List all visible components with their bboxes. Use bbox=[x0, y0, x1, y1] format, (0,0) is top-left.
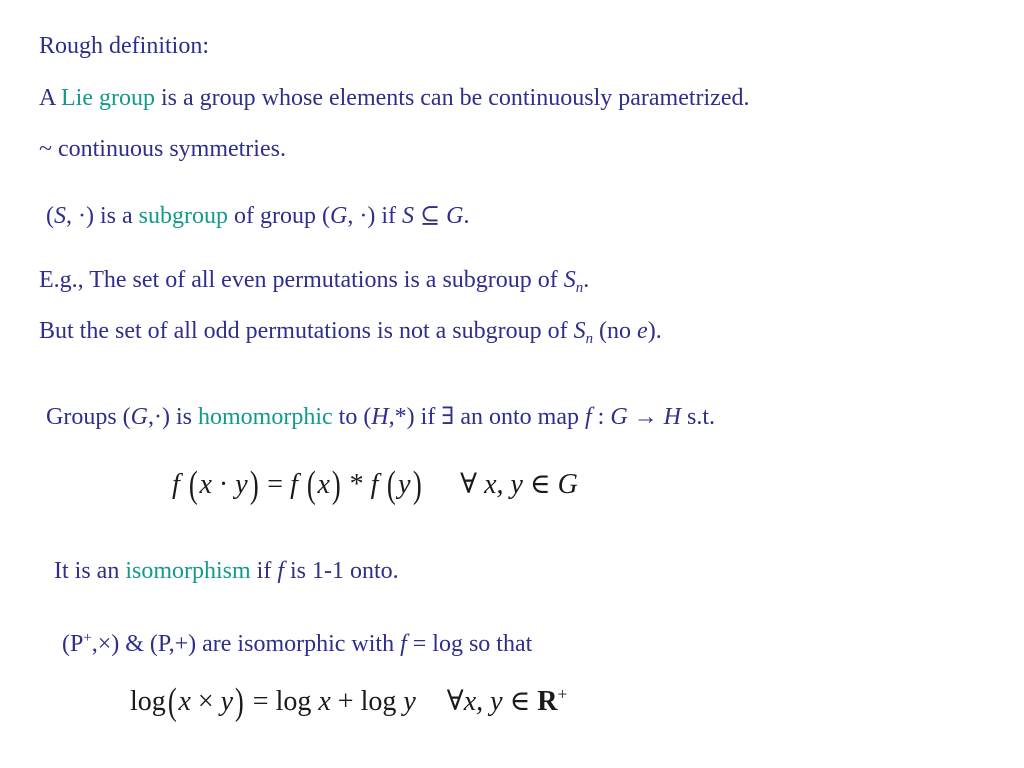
eq1-f3: f bbox=[370, 469, 379, 500]
isoex-f: f bbox=[400, 630, 407, 657]
odd-permutations-example bbox=[39, 319, 662, 347]
isoex-part1: (P bbox=[62, 630, 84, 657]
eq2-lparen: ( bbox=[167, 681, 177, 723]
eq2-y: y bbox=[220, 686, 234, 717]
homo-part1: Groups ( bbox=[46, 404, 131, 430]
subgroup-G2: G bbox=[446, 203, 464, 229]
eq1-rparen1: ) bbox=[249, 464, 259, 506]
lie-suffix: is a group whose elements can be continuously parametrized. bbox=[155, 85, 750, 111]
eq2-x2: x bbox=[318, 686, 331, 717]
lie-group-term: Lie group bbox=[61, 85, 155, 111]
subset-symbol: ⊆ bbox=[413, 203, 447, 229]
eq1-f2: f bbox=[290, 469, 298, 500]
eq1-y1: y bbox=[235, 469, 248, 500]
homo-arrow: → bbox=[627, 404, 664, 430]
subgroup-S: S bbox=[54, 203, 66, 229]
odd-e: e bbox=[637, 318, 648, 344]
eq2-forall: ∀ bbox=[446, 686, 464, 717]
homo-H2: H bbox=[663, 404, 682, 430]
eq1-rparen3: ) bbox=[412, 464, 422, 506]
eq2-R-sup: + bbox=[557, 684, 568, 704]
eq2-times: × bbox=[190, 686, 221, 717]
eq1-lparen2: ( bbox=[306, 464, 316, 506]
subgroup-term: subgroup bbox=[138, 203, 228, 229]
eq2-y2: y bbox=[403, 686, 416, 717]
log-equation bbox=[130, 683, 567, 721]
iso-part2: if bbox=[250, 558, 278, 584]
homo-H: H bbox=[371, 404, 389, 430]
eq1-eq: = bbox=[260, 469, 291, 500]
homo-G2: G bbox=[610, 404, 628, 430]
homo-part3: to ( bbox=[332, 404, 372, 430]
subgroup-definition bbox=[46, 204, 469, 228]
continuous-symmetries-line: ~ continuous symmetries. bbox=[39, 136, 286, 162]
lie-group-definition bbox=[39, 86, 749, 110]
homo-f: f bbox=[584, 404, 592, 430]
eq2-plus: + bbox=[330, 686, 361, 717]
eq1-lparen3: ( bbox=[387, 464, 397, 506]
eq2-rparen: ) bbox=[235, 681, 244, 723]
iso-part3: is 1-1 onto. bbox=[284, 558, 399, 584]
even-S: S bbox=[563, 267, 576, 293]
isoex-part3: = log so that bbox=[406, 630, 533, 657]
iso-f: f bbox=[277, 558, 285, 584]
even-permutations-example bbox=[39, 268, 589, 296]
even-end: . bbox=[583, 267, 590, 293]
eq1-x2: x bbox=[317, 469, 330, 500]
homo-part4: ,*) if ∃ an onto map bbox=[388, 404, 585, 430]
subgroup-S2: S bbox=[401, 203, 414, 229]
homo-part2: ,·) is bbox=[148, 404, 198, 430]
homomorphism-definition bbox=[46, 405, 715, 429]
even-text: E.g., The set of all even permutations is a subgroup of bbox=[39, 267, 564, 293]
lie-prefix: A bbox=[39, 85, 62, 111]
subgroup-part5: . bbox=[463, 203, 470, 229]
eq1-in: ∈ bbox=[522, 469, 558, 500]
eq2-log2: log bbox=[275, 686, 319, 717]
eq1-y2: y bbox=[398, 469, 411, 500]
homo-colon: : bbox=[591, 404, 611, 430]
homo-G: G bbox=[130, 404, 148, 430]
eq1-f1: f bbox=[172, 469, 180, 500]
even-n: n bbox=[575, 280, 584, 297]
homomorphism-equation bbox=[172, 466, 578, 504]
isoex-part2: ,×) & (P,+) are isomorphic with bbox=[91, 630, 401, 657]
eq1-dot: · bbox=[211, 469, 236, 500]
eq2-log3: log bbox=[360, 686, 404, 717]
subgroup-part3: of group ( bbox=[228, 203, 330, 229]
eq1-G: G bbox=[557, 469, 578, 500]
isoex-plus-sup: + bbox=[83, 630, 92, 646]
subgroup-part2: , ·) is a bbox=[66, 203, 139, 229]
iso-part1: It is an bbox=[54, 558, 126, 584]
eq1-star: * bbox=[342, 469, 371, 500]
eq1-rparen2: ) bbox=[331, 464, 341, 506]
rough-definition-heading: Rough definition: bbox=[39, 33, 209, 59]
subgroup-part4: , ·) if bbox=[347, 203, 402, 229]
odd-text: But the set of all odd permutations is not a subgroup of bbox=[39, 318, 574, 344]
eq1-forall: ∀ bbox=[460, 469, 485, 500]
subgroup-part1: ( bbox=[46, 203, 54, 229]
eq1-lparen1: ( bbox=[188, 464, 198, 506]
eq2-R: R bbox=[537, 686, 558, 717]
subgroup-G: G bbox=[329, 203, 348, 229]
odd-S: S bbox=[573, 318, 586, 344]
isomorphism-example bbox=[62, 631, 532, 656]
eq2-vars: x, y bbox=[463, 686, 503, 717]
odd-mid: (no bbox=[593, 318, 638, 344]
isomorphism-term: isomorphism bbox=[125, 558, 251, 584]
homo-part5: s.t. bbox=[681, 404, 716, 430]
eq2-log1: log bbox=[130, 686, 166, 717]
eq1-vars: x, y bbox=[484, 469, 523, 500]
odd-n: n bbox=[585, 331, 594, 348]
eq2-x: x bbox=[178, 686, 191, 717]
eq2-eq: = bbox=[245, 686, 276, 717]
homomorphic-term: homomorphic bbox=[198, 404, 333, 430]
eq1-x1: x bbox=[199, 469, 212, 500]
odd-end: ). bbox=[647, 318, 662, 344]
eq2-in: ∈ bbox=[502, 686, 538, 717]
isomorphism-definition bbox=[54, 559, 399, 583]
